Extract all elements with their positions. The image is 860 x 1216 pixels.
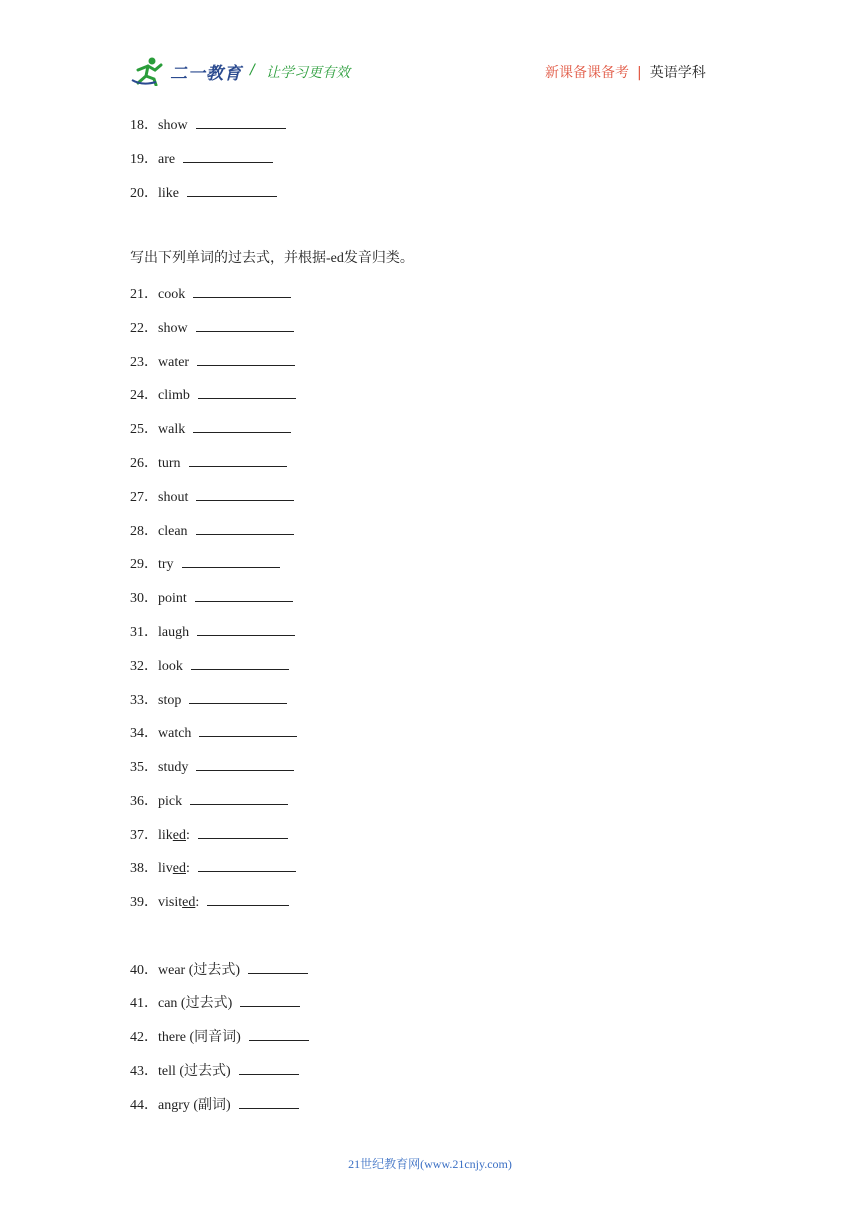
logo-text: 二一教育: [170, 63, 242, 84]
exercise-item-25: [130, 418, 291, 439]
exercise-item-19: [130, 148, 273, 169]
item-number: 22．: [130, 321, 158, 336]
item-word: cook: [158, 287, 186, 302]
item-number: 37．: [130, 828, 158, 843]
answer-blank[interactable]: [198, 857, 296, 872]
exercise-item-22: [130, 317, 294, 338]
item-number: 36．: [130, 794, 158, 809]
answer-blank[interactable]: [239, 1094, 299, 1109]
answer-blank[interactable]: [182, 553, 280, 568]
item-number: 39．: [130, 895, 158, 910]
item-number: 34．: [130, 726, 158, 741]
answer-blank[interactable]: [196, 317, 294, 332]
answer-blank[interactable]: [193, 283, 291, 298]
exercise-item-23: [130, 351, 295, 372]
exercise-item-32: [130, 655, 289, 676]
item-word: turn: [158, 456, 181, 471]
exercise-item-29: [130, 553, 280, 574]
item-word: can (过去式): [158, 996, 233, 1011]
answer-blank[interactable]: [249, 1026, 309, 1041]
exercise-item-20: [130, 182, 277, 203]
item-number: 25．: [130, 422, 158, 437]
answer-blank[interactable]: [240, 992, 300, 1007]
item-word-ending: ed: [172, 828, 186, 843]
header-slogan: 让学习更有效: [266, 65, 350, 81]
exercise-item-26: [130, 452, 287, 473]
item-word: laugh: [158, 625, 190, 640]
answer-blank[interactable]: [196, 520, 294, 535]
answer-blank[interactable]: [189, 689, 287, 704]
answer-blank[interactable]: [195, 587, 293, 602]
exercise-item-38: [130, 857, 296, 878]
item-number: 31．: [130, 625, 158, 640]
item-word-ending: ed: [172, 861, 186, 876]
exercise-item-18: [130, 114, 286, 135]
item-number: 24．: [130, 388, 158, 403]
answer-blank[interactable]: [193, 418, 291, 433]
item-word: wear (过去式): [158, 963, 241, 978]
item-word: pick: [158, 794, 183, 809]
exercise-item-30: [130, 587, 293, 608]
exercise-item-27: [130, 486, 294, 507]
item-number: 35．: [130, 760, 158, 775]
header-subject-label: 英语学科: [649, 65, 706, 81]
answer-blank[interactable]: [197, 351, 295, 366]
item-word-stem: visit: [158, 895, 183, 910]
header-divider: /: [250, 62, 255, 78]
item-word: show: [158, 321, 188, 336]
item-number: 26．: [130, 456, 158, 471]
exercise-item-21: [130, 283, 291, 304]
item-word: climb: [158, 388, 190, 403]
item-colon: :: [186, 828, 190, 843]
page-footer: 21世纪教育网(www.21cnjy.com): [348, 1157, 512, 1171]
exercise-item-36: [130, 790, 288, 811]
item-colon: :: [195, 895, 200, 910]
answer-blank[interactable]: [189, 452, 287, 467]
answer-blank[interactable]: [198, 384, 296, 399]
exercise-item-44: [130, 1094, 299, 1115]
instruction-text: 写出下列单词的过去式，并根据-ed发音归类。: [130, 251, 414, 266]
item-word: angry (副词): [158, 1098, 231, 1113]
exercise-item-34: [130, 722, 297, 743]
exercise-item-33: [130, 689, 287, 710]
item-word: tell (过去式): [158, 1064, 231, 1079]
item-word-ending: ed: [182, 895, 196, 910]
header-separator: |: [637, 65, 642, 81]
item-number: 20．: [130, 186, 158, 201]
answer-blank[interactable]: [207, 891, 289, 906]
item-number: 42．: [130, 1030, 158, 1045]
runner-logo-icon: [130, 56, 166, 86]
page-header: [0, 0, 860, 100]
item-colon: :: [186, 861, 190, 876]
exercise-item-37: [130, 824, 288, 845]
item-number: 18．: [130, 118, 158, 133]
answer-blank[interactable]: [191, 655, 289, 670]
item-number: 23．: [130, 355, 158, 370]
item-word: try: [158, 557, 174, 572]
item-number: 27．: [130, 490, 158, 505]
answer-blank[interactable]: [196, 486, 294, 501]
item-word: like: [158, 186, 179, 201]
item-word: clean: [158, 524, 188, 539]
item-word-stem: liv: [158, 861, 173, 876]
item-number: 40．: [130, 963, 158, 978]
item-number: 44．: [130, 1098, 158, 1113]
answer-blank[interactable]: [187, 182, 277, 197]
item-number: 32．: [130, 659, 158, 674]
item-word: point: [158, 591, 187, 606]
answer-blank[interactable]: [239, 1060, 299, 1075]
logo: [130, 56, 242, 86]
item-number: 29．: [130, 557, 158, 572]
item-number: 21．: [130, 287, 158, 302]
answer-blank[interactable]: [197, 621, 295, 636]
answer-blank[interactable]: [183, 148, 273, 163]
exercise-item-24: [130, 384, 296, 405]
answer-blank[interactable]: [199, 722, 297, 737]
header-course-label: 新课备课备考: [545, 65, 629, 81]
answer-blank[interactable]: [196, 114, 286, 129]
item-number: 30．: [130, 591, 158, 606]
item-number: 41．: [130, 996, 158, 1011]
item-number: 43．: [130, 1064, 158, 1079]
item-word: water: [158, 355, 190, 370]
item-word: watch: [158, 726, 192, 741]
item-word: walk: [158, 422, 186, 437]
item-word: stop: [158, 693, 182, 708]
item-word: show: [158, 118, 188, 133]
item-number: 19．: [130, 152, 158, 167]
exercise-item-41: [130, 992, 300, 1013]
item-word: are: [158, 152, 176, 167]
exercise-item-31: [130, 621, 295, 642]
exercise-item-43: [130, 1060, 299, 1081]
answer-blank[interactable]: [248, 959, 308, 974]
item-word: there (同音词): [158, 1030, 241, 1045]
answer-blank[interactable]: [196, 756, 294, 771]
exercise-item-40: [130, 959, 308, 980]
item-number: 28．: [130, 524, 158, 539]
item-word: look: [158, 659, 183, 674]
answer-blank[interactable]: [198, 824, 288, 839]
exercise-item-28: [130, 520, 294, 541]
exercise-item-35: [130, 756, 294, 777]
item-number: 38．: [130, 861, 158, 876]
item-word: study: [158, 760, 189, 775]
item-number: 33．: [130, 693, 158, 708]
item-word-stem: lik: [158, 828, 173, 843]
item-word: shout: [158, 490, 189, 505]
exercise-item-39: [130, 891, 289, 912]
answer-blank[interactable]: [190, 790, 288, 805]
header-subject: [545, 62, 706, 82]
exercise-item-42: [130, 1026, 309, 1047]
